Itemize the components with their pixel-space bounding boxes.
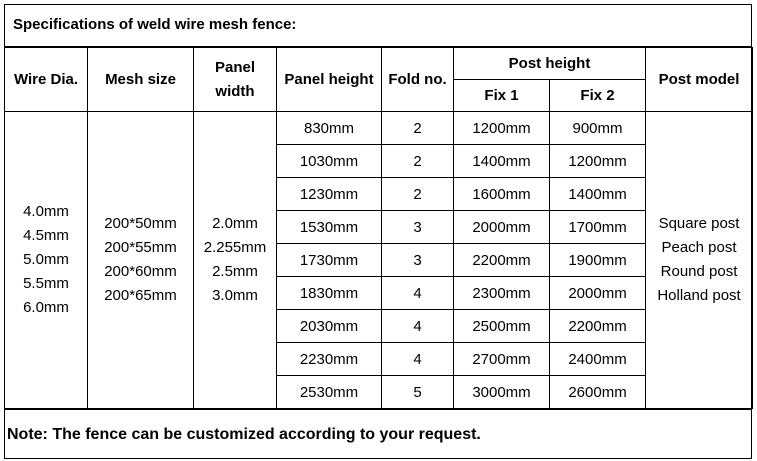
panel-height-cell: 1030mm bbox=[277, 145, 382, 178]
post-model-cell-value: Peach post bbox=[661, 239, 737, 256]
wire-dia-cell-value: 4.5mm bbox=[23, 227, 69, 244]
table-row bbox=[5, 112, 753, 145]
panel-height-cell: 2530mm bbox=[277, 376, 382, 409]
header-wire-dia: Wire Dia. bbox=[5, 48, 88, 112]
header-post-height: Post height bbox=[454, 48, 646, 80]
panel-height-cell: 1830mm bbox=[277, 277, 382, 310]
header-post-model: Post model bbox=[646, 48, 753, 112]
mesh-size-cell-value: 200*55mm bbox=[104, 239, 177, 256]
post-model-cell bbox=[646, 112, 753, 409]
wire-dia-cell-value: 5.0mm bbox=[23, 251, 69, 268]
fix1-cell: 1400mm bbox=[454, 145, 550, 178]
panel-width-cell-value: 2.0mm bbox=[212, 215, 258, 232]
spec-sheet bbox=[4, 4, 752, 459]
mesh-size-cell-value: 200*65mm bbox=[104, 287, 177, 304]
wire-dia-cell-value: 6.0mm bbox=[23, 299, 69, 316]
fix2-cell: 2400mm bbox=[550, 343, 646, 376]
fix2-cell: 2000mm bbox=[550, 277, 646, 310]
header-mesh-size: Mesh size bbox=[88, 48, 194, 112]
panel-height-cell: 1530mm bbox=[277, 211, 382, 244]
mesh-size-cell bbox=[88, 112, 194, 409]
fix2-cell: 900mm bbox=[550, 112, 646, 145]
fix1-cell: 2700mm bbox=[454, 343, 550, 376]
panel-height-cell: 2030mm bbox=[277, 310, 382, 343]
post-model-cell-value: Square post bbox=[658, 215, 740, 232]
panel-height-cell: 2230mm bbox=[277, 343, 382, 376]
header-panel-width bbox=[194, 48, 277, 112]
header-fold-no: Fold no. bbox=[382, 48, 454, 112]
fold-no-cell: 2 bbox=[382, 112, 454, 145]
header-panel-width-line2: width bbox=[215, 82, 255, 100]
post-model-cell-value: Round post bbox=[660, 263, 738, 280]
fix2-cell: 1200mm bbox=[550, 145, 646, 178]
post-model-cell-value: Holland post bbox=[657, 287, 741, 304]
fix2-cell: 1400mm bbox=[550, 178, 646, 211]
fix2-cell: 1700mm bbox=[550, 211, 646, 244]
fix2-cell: 2600mm bbox=[550, 376, 646, 409]
fold-no-cell: 3 bbox=[382, 244, 454, 277]
panel-width-cell-value: 2.5mm bbox=[212, 263, 258, 280]
panel-height-cell: 1730mm bbox=[277, 244, 382, 277]
header-fix2: Fix 2 bbox=[550, 80, 646, 112]
fold-no-cell: 2 bbox=[382, 145, 454, 178]
mesh-size-cell-value: 200*60mm bbox=[104, 263, 177, 280]
fold-no-cell: 5 bbox=[382, 376, 454, 409]
panel-height-cell: 830mm bbox=[277, 112, 382, 145]
fix1-cell: 2300mm bbox=[454, 277, 550, 310]
panel-width-cell-value: 3.0mm bbox=[212, 287, 258, 304]
panel-height-cell: 1230mm bbox=[277, 178, 382, 211]
wire-dia-cell-value: 4.0mm bbox=[23, 203, 69, 220]
panel-width-cell-value: 2.255mm bbox=[203, 239, 267, 256]
fold-no-cell: 2 bbox=[382, 178, 454, 211]
fix1-cell: 2000mm bbox=[454, 211, 550, 244]
fix2-cell: 1900mm bbox=[550, 244, 646, 277]
fold-no-cell: 4 bbox=[382, 343, 454, 376]
mesh-size-cell-value: 200*50mm bbox=[104, 215, 177, 232]
header-panel-width-line1: Panel bbox=[214, 58, 256, 76]
fix1-cell: 1600mm bbox=[454, 178, 550, 211]
page-title: Specifications of weld wire mesh fence: bbox=[5, 5, 751, 47]
fix1-cell: 2500mm bbox=[454, 310, 550, 343]
wire-dia-cell bbox=[5, 112, 88, 409]
fold-no-cell: 3 bbox=[382, 211, 454, 244]
spec-table bbox=[4, 47, 753, 409]
fix1-cell: 3000mm bbox=[454, 376, 550, 409]
header-panel-height: Panel height bbox=[277, 48, 382, 112]
header-fix1: Fix 1 bbox=[454, 80, 550, 112]
fix1-cell: 2200mm bbox=[454, 244, 550, 277]
footer-note: Note: The fence can be customized according to your request. bbox=[5, 409, 751, 459]
wire-dia-cell-value: 5.5mm bbox=[23, 275, 69, 292]
fix1-cell: 1200mm bbox=[454, 112, 550, 145]
fold-no-cell: 4 bbox=[382, 277, 454, 310]
spec-table-body bbox=[5, 112, 753, 409]
fold-no-cell: 4 bbox=[382, 310, 454, 343]
fix2-cell: 2200mm bbox=[550, 310, 646, 343]
panel-width-cell bbox=[194, 112, 277, 409]
